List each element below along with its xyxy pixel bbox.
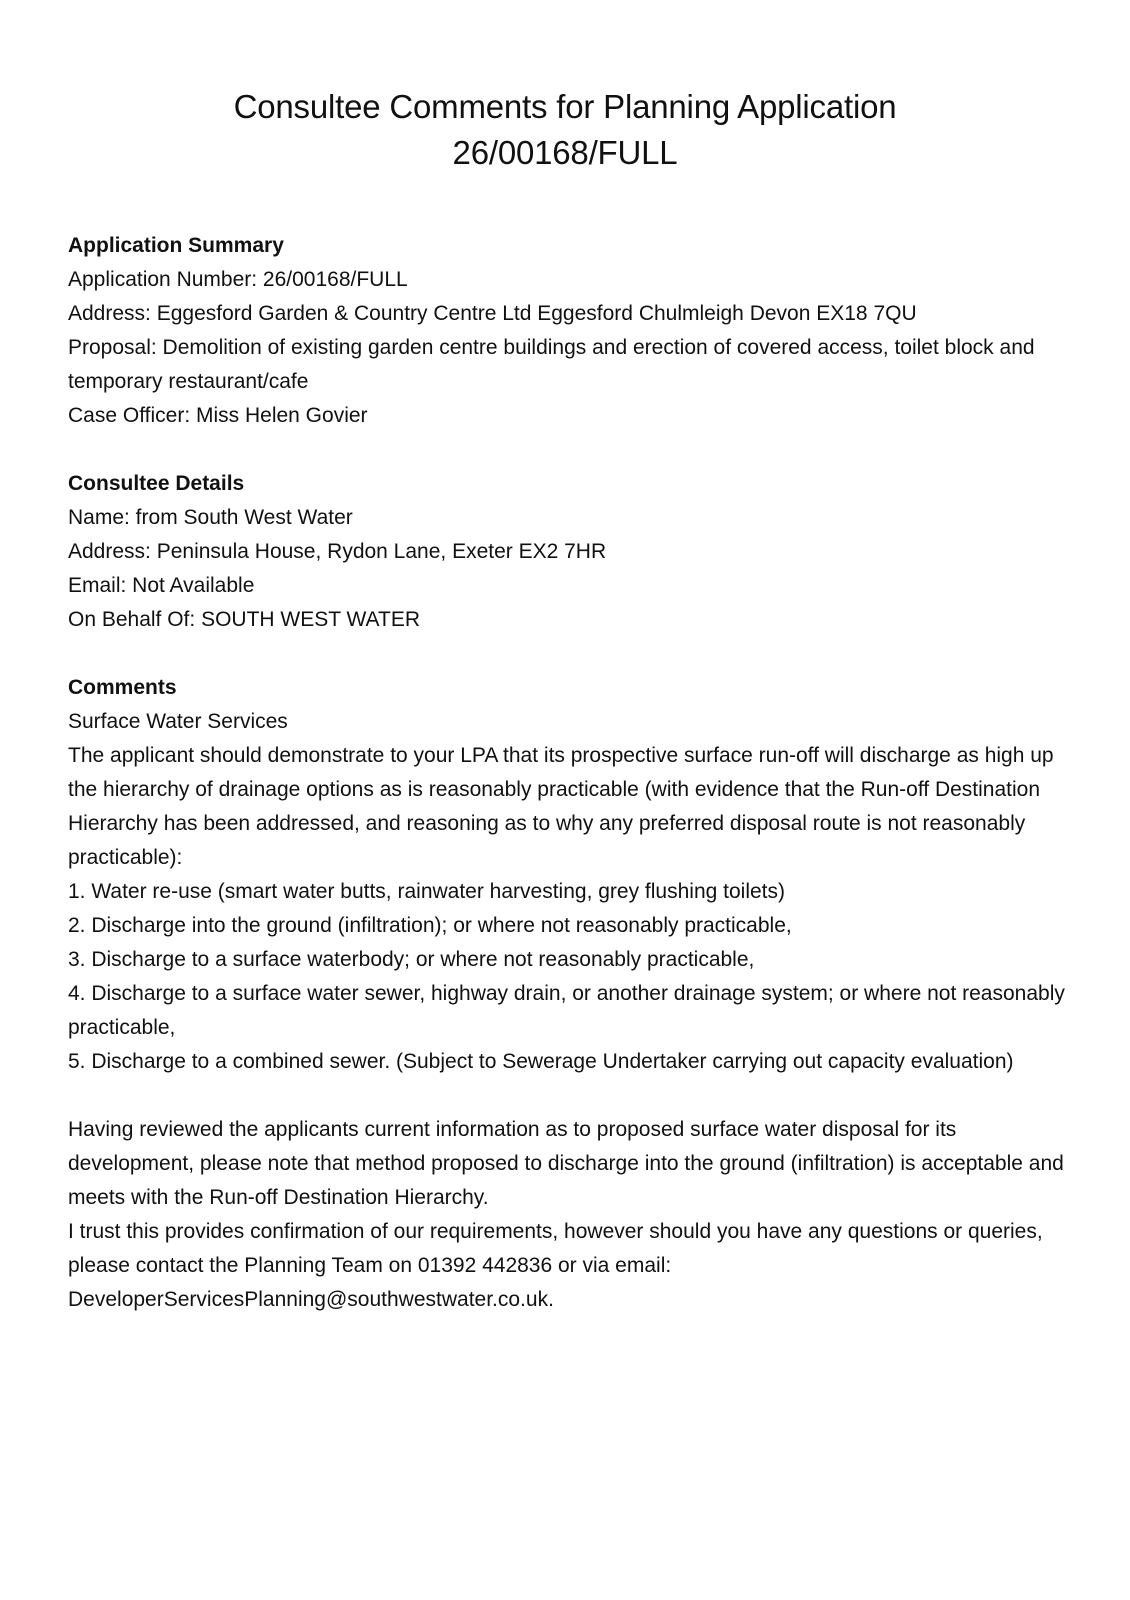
hierarchy-item: 4. Discharge to a surface water sewer, highway drain, or another drainage system; or where not reasonably practicable, xyxy=(68,982,1065,1039)
consultee-details-heading: Consultee Details xyxy=(68,472,245,495)
application-number: Application Number: 26/00168/FULL xyxy=(68,268,408,291)
comments-intro: The applicant should demonstrate to your LPA that its prospective surface run-off will discharge as high up the hierarchy of drainage options as is reasonably practicable (with evidence that the Run-off Destination Hierarchy has been addressed, and reasoning as to why any preferred disposal route is not reasonably practicable): xyxy=(68,744,1054,869)
case-officer: Case Officer: Miss Helen Govier xyxy=(68,404,368,427)
comments-subheading: Surface Water Services xyxy=(68,710,288,733)
page-title xyxy=(0,84,1130,176)
document-body xyxy=(68,229,1068,1351)
comments-review: Having reviewed the applicants current information as to proposed surface water disposal for its development, please note that method proposed to discharge into the ground (infiltration) is acceptable and meets with the Run-off Destination Hierarchy. xyxy=(68,1118,1064,1209)
hierarchy-item: 3. Discharge to a surface waterbody; or where not reasonably practicable, xyxy=(68,948,755,971)
hierarchy-item: 1. Water re-use (smart water butts, rainwater harvesting, grey flushing toilets) xyxy=(68,880,785,903)
consultee-on-behalf-of: On Behalf Of: SOUTH WEST WATER xyxy=(68,608,421,631)
hierarchy-item: 5. Discharge to a combined sewer. (Subject to Sewerage Undertaker carrying out capacity evaluation) xyxy=(68,1050,1014,1073)
application-proposal: Proposal: Demolition of existing garden centre buildings and erection of covered access, toilet block and temporary restaurant/cafe xyxy=(68,336,1035,393)
page-title-line-2: 26/00168/FULL xyxy=(452,134,678,171)
application-summary-heading: Application Summary xyxy=(68,234,284,257)
comments-heading: Comments xyxy=(68,676,177,699)
consultee-name: Name: from South West Water xyxy=(68,506,353,529)
consultee-details-section xyxy=(68,467,1068,637)
drainage-hierarchy-list xyxy=(68,875,1068,1079)
consultee-email: Email: Not Available xyxy=(68,574,255,597)
comments-section xyxy=(68,671,1068,1317)
consultee-address: Address: Peninsula House, Rydon Lane, Exeter EX2 7HR xyxy=(68,540,607,563)
hierarchy-item: 2. Discharge into the ground (infiltration); or where not reasonably practicable, xyxy=(68,914,792,937)
comments-closing: I trust this provides confirmation of our requirements, however should you have any questions or queries, please contact the Planning Team on 01392 442836 or via email: DeveloperServicesPlanning@southwestwater.co.uk. xyxy=(68,1220,1043,1311)
application-summary-section xyxy=(68,229,1068,433)
page-title-line-1: Consultee Comments for Planning Application xyxy=(233,88,897,125)
application-address: Address: Eggesford Garden & Country Centre Ltd Eggesford Chulmleigh Devon EX18 7QU xyxy=(68,302,917,325)
